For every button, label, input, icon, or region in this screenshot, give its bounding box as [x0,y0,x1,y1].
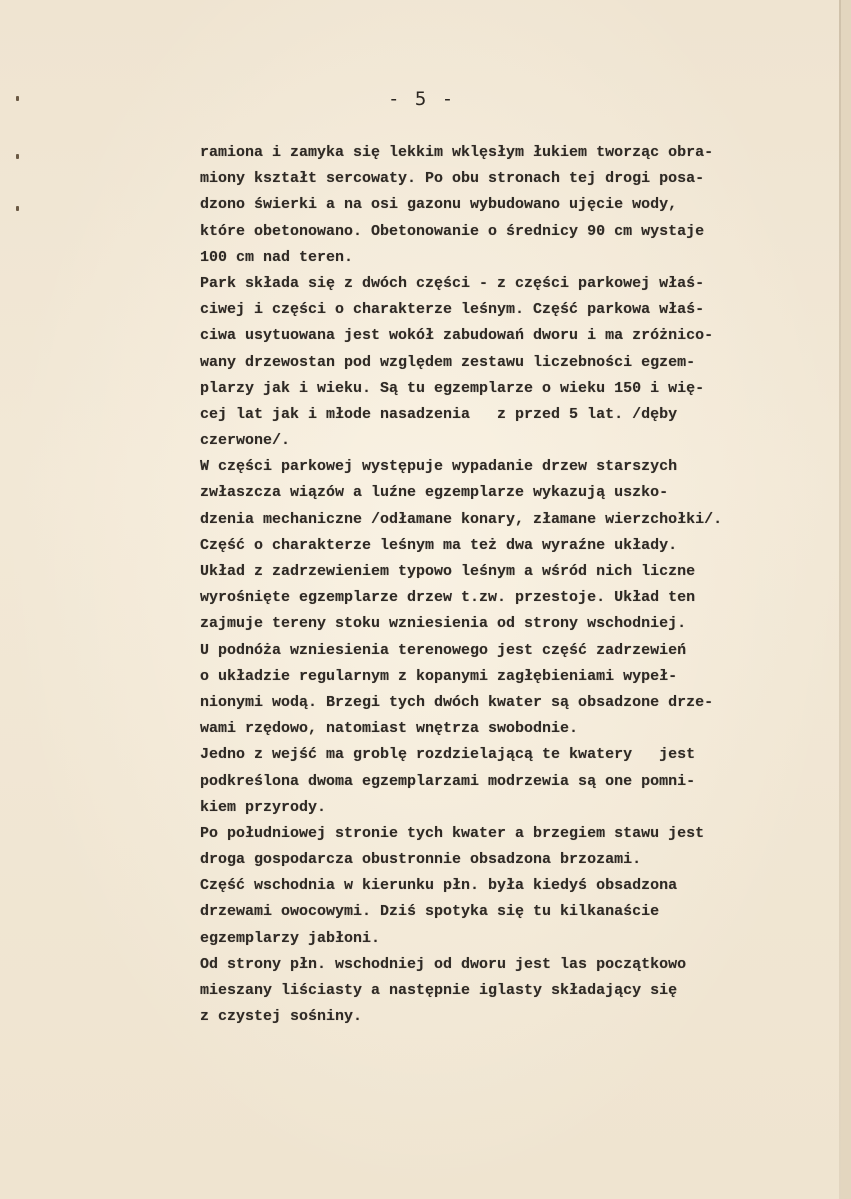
text-line: ciwa usytuowana jest wokół zabudowań dworu i ma zróżnico- [200,327,714,345]
text-line: Układ z zadrzewieniem typowo leśnym a wśród nich liczne [200,563,696,580]
text-line: drzewami owocowymi. Dziś spotyka się tu kilkanaście [200,903,660,921]
text-line: plarzy jak i wieku. Są tu egzemplarze o wieku 150 i wię- [200,379,705,397]
text-line: mieszany liściasty a następnie iglasty składający się [200,982,678,999]
binding-hole-mark [16,96,19,101]
text-line: zajmuje tereny stoku wzniesienia od strony wschodniej. [200,615,687,633]
text-line: Po południowej stronie tych kwater a brzegiem stawu jest [200,824,705,842]
binding-hole-mark [16,206,19,211]
text-line: kiem przyrody. [200,798,327,816]
text-line: ramiona i zamyka się lekkim wklęsłym łukiem tworząc obra- [200,144,714,161]
page-edge-shadow [841,0,851,1199]
text-line: Od strony płn. wschodniej od dworu jest las początkowo [200,955,687,973]
text-line: W części parkowej występuje wypadanie drzew starszych [200,458,678,476]
text-line: miony kształt sercowaty. Po obu stronach tej drogi posa- [200,170,705,188]
text-line: zwłaszcza wiązów a luźne egzemplarze wykazują uszko- [200,484,669,502]
text-line: wami rzędowo, natomiast wnętrza swobodnie. [200,720,579,738]
text-line: które obetonowano. Obetonowanie o średnicy 90 cm wystaje [200,222,705,240]
text-line: czerwone/. [200,432,291,450]
text-line: Park składa się z dwóch części - z części parkowej właś- [200,274,705,292]
document-body [200,140,820,1030]
text-line: dzono świerki a na osi gazonu wybudowano ujęcie wody, [200,196,678,214]
text-line: U podnóża wzniesienia terenowego jest część zadrzewień [200,641,687,659]
text-line: Część o charakterze leśnym ma też dwa wyraźne układy. [200,536,678,554]
text-line: wyrośnięte egzemplarze drzew t.zw. przestoje. Układ ten [200,589,696,607]
text-line: egzemplarzy jabłoni. [200,929,381,947]
text-line: nionymi wodą. Brzegi tych dwóch kwater są obsadzone drze- [200,693,714,711]
text-line: podkreślona dwoma egzemplarzami modrzewia są one pomni- [200,772,696,790]
page-edge-line [839,0,841,1199]
text-line: 100 cm nad teren. [200,248,354,266]
text-line: Jedno z wejść ma groblę rozdzielającą te kwatery jest [200,746,696,764]
text-line: cej lat jak i młode nasadzenia z przed 5 lat. /dęby [200,405,678,423]
text-line: Część wschodnia w kierunku płn. była kiedyś obsadzona [200,877,678,895]
text-line: dzenia mechaniczne /odłamane konary, złamane wierzchołki/. [200,510,723,528]
text-line: ciwej i części o charakterze leśnym. Część parkowa właś- [200,301,705,319]
text-line: o układzie regularnym z kopanymi zagłębieniami wypeł- [200,667,678,685]
text-line: droga gospodarcza obustronnie obsadzona brzozami. [200,851,642,869]
text-line: wany drzewostan pod względem zestawu liczebności egzem- [200,353,696,371]
page-number: - 5 - [388,88,456,110]
binding-hole-mark [16,154,19,159]
text-line: z czystej sośniny. [200,1008,363,1026]
